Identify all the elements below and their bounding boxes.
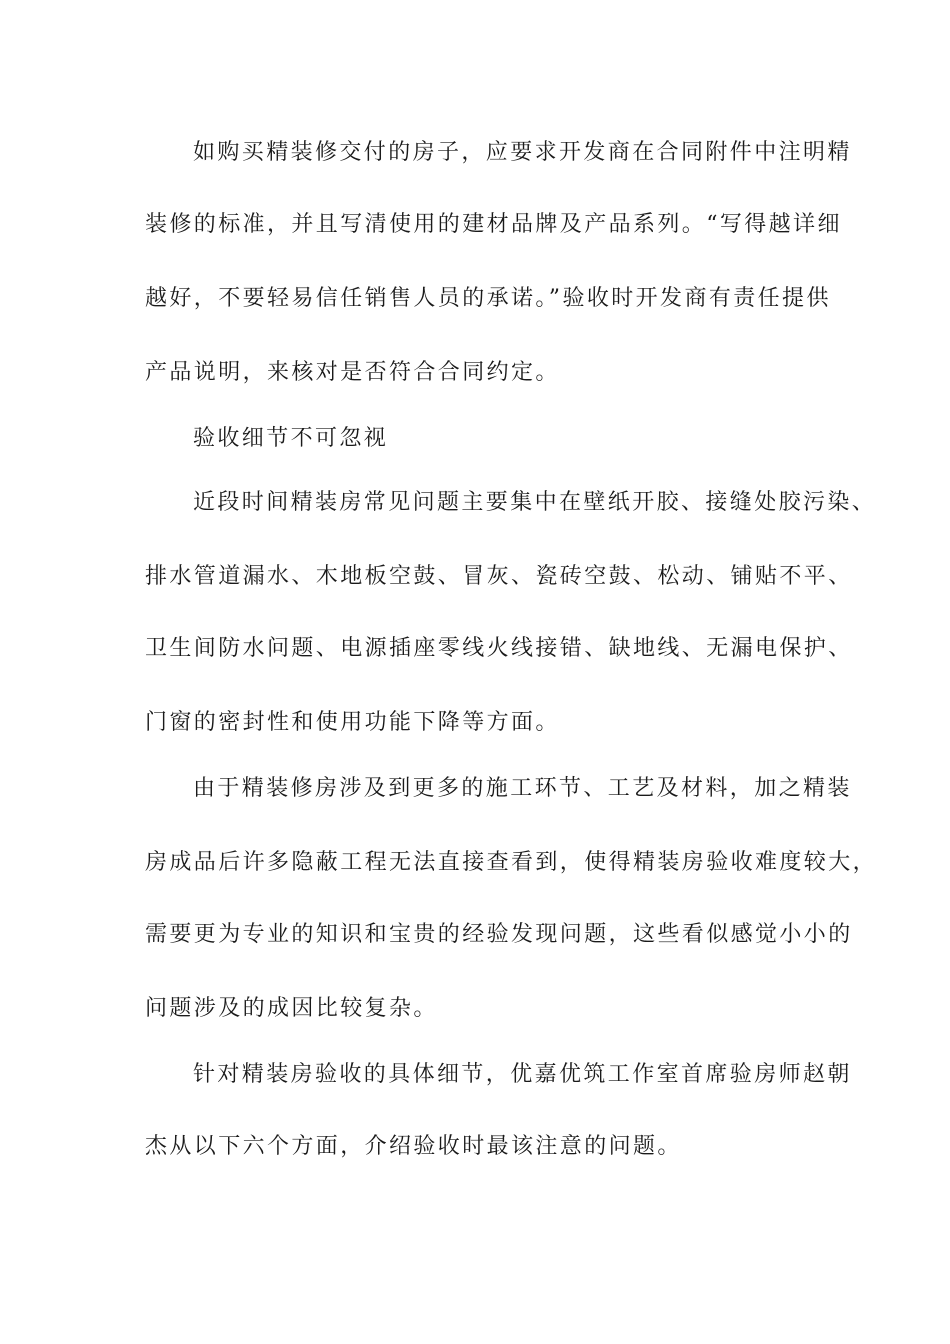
paragraph-3-line-2: 房成品后许多隐蔽工程无法直接查看到，使得精装房验收难度较大， <box>145 850 878 875</box>
paragraph-3-line-4: 问题涉及的成因比较复杂。 <box>145 996 438 1021</box>
paragraph-3-line-1: 由于精装修房涉及到更多的施工环节、工艺及材料，加之精装 <box>193 776 852 801</box>
paragraph-2-line-3: 卫生间防水问题、电源插座零线火线接错、缺地线、无漏电保护、 <box>145 636 853 661</box>
paragraph-3-line-3: 需要更为专业的知识和宝贵的经验发现问题，这些看似感觉小小的 <box>145 922 853 947</box>
paragraph-1-line-2: 装修的标准，并且写清使用的建材品牌及产品系列。“写得越详细 <box>145 212 842 237</box>
section-heading: 验收细节不可忽视 <box>193 426 389 451</box>
paragraph-2-line-4: 门窗的密封性和使用功能下降等方面。 <box>145 710 560 735</box>
paragraph-1-line-3: 越好，不要轻易信任销售人员的承诺。”验收时开发商有责任提供 <box>145 286 831 311</box>
paragraph-2-line-2: 排水管道漏水、木地板空鼓、冒灰、瓷砖空鼓、松动、铺贴不平、 <box>145 564 853 589</box>
paragraph-1-line-4: 产品说明，来核对是否符合合同约定。 <box>145 360 560 385</box>
paragraph-1-line-1: 如购买精装修交付的房子，应要求开发商在合同附件中注明精 <box>193 140 852 165</box>
paragraph-2-line-1: 近段时间精装房常见问题主要集中在壁纸开胶、接缝处胶污染、 <box>193 490 877 515</box>
paragraph-4-line-2: 杰从以下六个方面，介绍验收时最该注意的问题。 <box>145 1134 682 1159</box>
paragraph-4-line-1: 针对精装房验收的具体细节，优嘉优筑工作室首席验房师赵朝 <box>193 1062 852 1087</box>
